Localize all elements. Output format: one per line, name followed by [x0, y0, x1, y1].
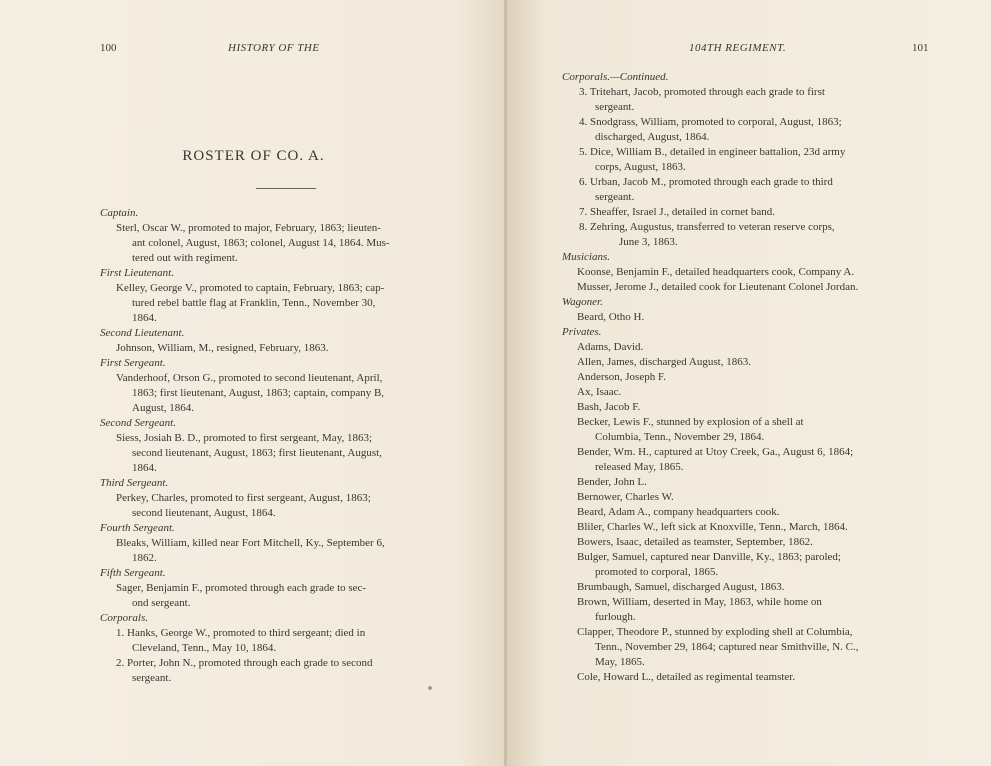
roster-entry-line: released May, 1865.	[595, 461, 684, 473]
roster-title: ROSTER OF CO. A.	[182, 148, 325, 164]
roster-entry-line: Beard, Otho H.	[577, 311, 645, 323]
roster-entry-line: second lieutenant, August, 1864.	[132, 507, 276, 519]
roster-entry-line: 1863; first lieutenant, August, 1863; captain, company B,	[132, 387, 385, 399]
rank-heading: Corporals.	[100, 612, 148, 624]
roster-entry-line: 6. Urban, Jacob M., promoted through each grade to third	[579, 176, 833, 188]
page-number-left: 100	[100, 42, 117, 54]
roster-entry-line: sergeant.	[132, 672, 172, 684]
roster-entry-line: Tenn., November 29, 1864; captured near Smithville, N. C.,	[595, 641, 859, 653]
rank-heading: First Sergeant.	[100, 357, 166, 369]
roster-entry-line: sergeant.	[595, 191, 635, 203]
roster-entry-line: sergeant.	[595, 101, 635, 113]
roster-entry-line: Cleveland, Tenn., May 10, 1864.	[132, 642, 277, 654]
rank-heading: Musicians.	[562, 251, 610, 263]
roster-entry-line: Bender, John L.	[577, 476, 647, 488]
page-number-right: 101	[912, 42, 929, 54]
roster-entry-line: discharged, August, 1864.	[595, 131, 710, 143]
roster-entry-line: tered out with regiment.	[132, 252, 238, 264]
roster-entry-line: 1. Hanks, George W., promoted to third sergeant; died in	[116, 627, 366, 639]
roster-entry-line: Vanderhoof, Orson G., promoted to second lieutenant, April,	[116, 372, 383, 384]
roster-entry-line: Bowers, Isaac, detailed as teamster, September, 1862.	[577, 536, 813, 548]
rank-heading: Third Sergeant.	[100, 477, 169, 489]
right-page	[507, 0, 991, 766]
rank-heading: Second Lieutenant.	[100, 327, 185, 339]
running-head-right: 104TH REGIMENT.	[689, 42, 787, 54]
rank-heading: Fourth Sergeant.	[100, 522, 175, 534]
roster-entry-line: corps, August, 1863.	[595, 161, 686, 173]
roster-entry-line: Musser, Jerome J., detailed cook for Lieutenant Colonel Jordan.	[577, 281, 859, 293]
roster-entry-line: Koonse, Benjamin F., detailed headquarters cook, Company A.	[577, 266, 855, 278]
roster-entry-line: ond sergeant.	[132, 597, 191, 609]
roster-entry-line: Ax, Isaac.	[577, 386, 622, 398]
roster-entry-line: Siess, Josiah B. D., promoted to first sergeant, May, 1863;	[116, 432, 373, 444]
roster-entry-line: Columbia, Tenn., November 29, 1864.	[595, 431, 765, 443]
roster-entry-line: Bender, Wm. H., captured at Utoy Creek, Ga., August 6, 1864;	[577, 446, 854, 458]
roster-entry-line: June 3, 1863.	[619, 236, 678, 248]
roster-entry-line: Beard, Adam A., company headquarters cook.	[577, 506, 780, 518]
roster-entry-line: 1864.	[132, 462, 157, 474]
rank-heading: Corporals.—Continued.	[562, 71, 669, 83]
roster-entry-line: 4. Snodgrass, William, promoted to corporal, August, 1863;	[579, 116, 842, 128]
roster-entry-line: Allen, James, discharged August, 1863.	[577, 356, 751, 368]
roster-entry-line: tured rebel battle flag at Franklin, Tenn., November 30,	[132, 297, 376, 309]
roster-entry-line: Bernower, Charles W.	[577, 491, 674, 503]
roster-entry-line: Perkey, Charles, promoted to first sergeant, August, 1863;	[116, 492, 371, 504]
roster-entry-line: second lieutenant, August, 1863; first lieutenant, August,	[132, 447, 382, 459]
roster-entry-line: 1862.	[132, 552, 157, 564]
ink-spot	[428, 686, 432, 690]
rank-heading: First Lieutenant.	[100, 267, 174, 279]
roster-entry-line: promoted to corporal, 1865.	[595, 566, 719, 578]
roster-entry-line: Bash, Jacob F.	[577, 401, 641, 413]
rank-heading: Fifth Sergeant.	[100, 567, 166, 579]
roster-entry-line: Bulger, Samuel, captured near Danville, Ky., 1863; paroled;	[577, 551, 841, 563]
roster-entry-line: 8. Zehring, Augustus, transferred to veteran reserve corps,	[579, 221, 835, 233]
roster-entry-line: Kelley, George V., promoted to captain, February, 1863; cap-	[116, 282, 385, 294]
roster-entry-line: Brown, William, deserted in May, 1863, while home on	[577, 596, 822, 608]
roster-entry-line: 7. Sheaffer, Israel J., detailed in cornet band.	[579, 206, 776, 218]
title-rule	[256, 188, 316, 189]
rank-heading: Wagoner.	[562, 296, 603, 308]
roster-entry-line: August, 1864.	[132, 402, 195, 414]
roster-entry-line: Brumbaugh, Samuel, discharged August, 1863.	[577, 581, 785, 593]
roster-entry-line: 3. Tritehart, Jacob, promoted through each grade to first	[579, 86, 825, 98]
roster-entry-line: 1864.	[132, 312, 157, 324]
roster-entry-line: Bleaks, William, killed near Fort Mitchell, Ky., September 6,	[116, 537, 385, 549]
roster-entry-line: ant colonel, August, 1863; colonel, August 14, 1864. Mus-	[132, 237, 390, 249]
roster-entry-line: Johnson, William, M., resigned, February, 1863.	[116, 342, 329, 354]
rank-heading: Privates.	[562, 326, 602, 338]
running-head-left: HISTORY OF THE	[228, 42, 320, 54]
rank-heading: Second Sergeant.	[100, 417, 176, 429]
rank-heading: Captain.	[100, 207, 139, 219]
roster-entry-line: 2. Porter, John N., promoted through each grade to second	[116, 657, 373, 669]
roster-entry-line: Clapper, Theodore P., stunned by exploding shell at Columbia,	[577, 626, 853, 638]
roster-entry-line: Sterl, Oscar W., promoted to major, February, 1863; lieuten-	[116, 222, 381, 234]
roster-entry-line: Cole, Howard L., detailed as regimental teamster.	[577, 671, 796, 683]
roster-entry-line: Becker, Lewis F., stunned by explosion of a shell at	[577, 416, 804, 428]
roster-entry-line: May, 1865.	[595, 656, 645, 668]
roster-entry-line: 5. Dice, William B., detailed in engineer battalion, 23d army	[579, 146, 846, 158]
roster-entry-line: Anderson, Joseph F.	[577, 371, 666, 383]
roster-entry-line: furlough.	[595, 611, 636, 623]
roster-entry-line: Sager, Benjamin F., promoted through each grade to sec-	[116, 582, 367, 594]
roster-entry-line: Adams, David.	[577, 341, 644, 353]
roster-entry-line: Bliler, Charles W., left sick at Knoxville, Tenn., March, 1864.	[577, 521, 848, 533]
